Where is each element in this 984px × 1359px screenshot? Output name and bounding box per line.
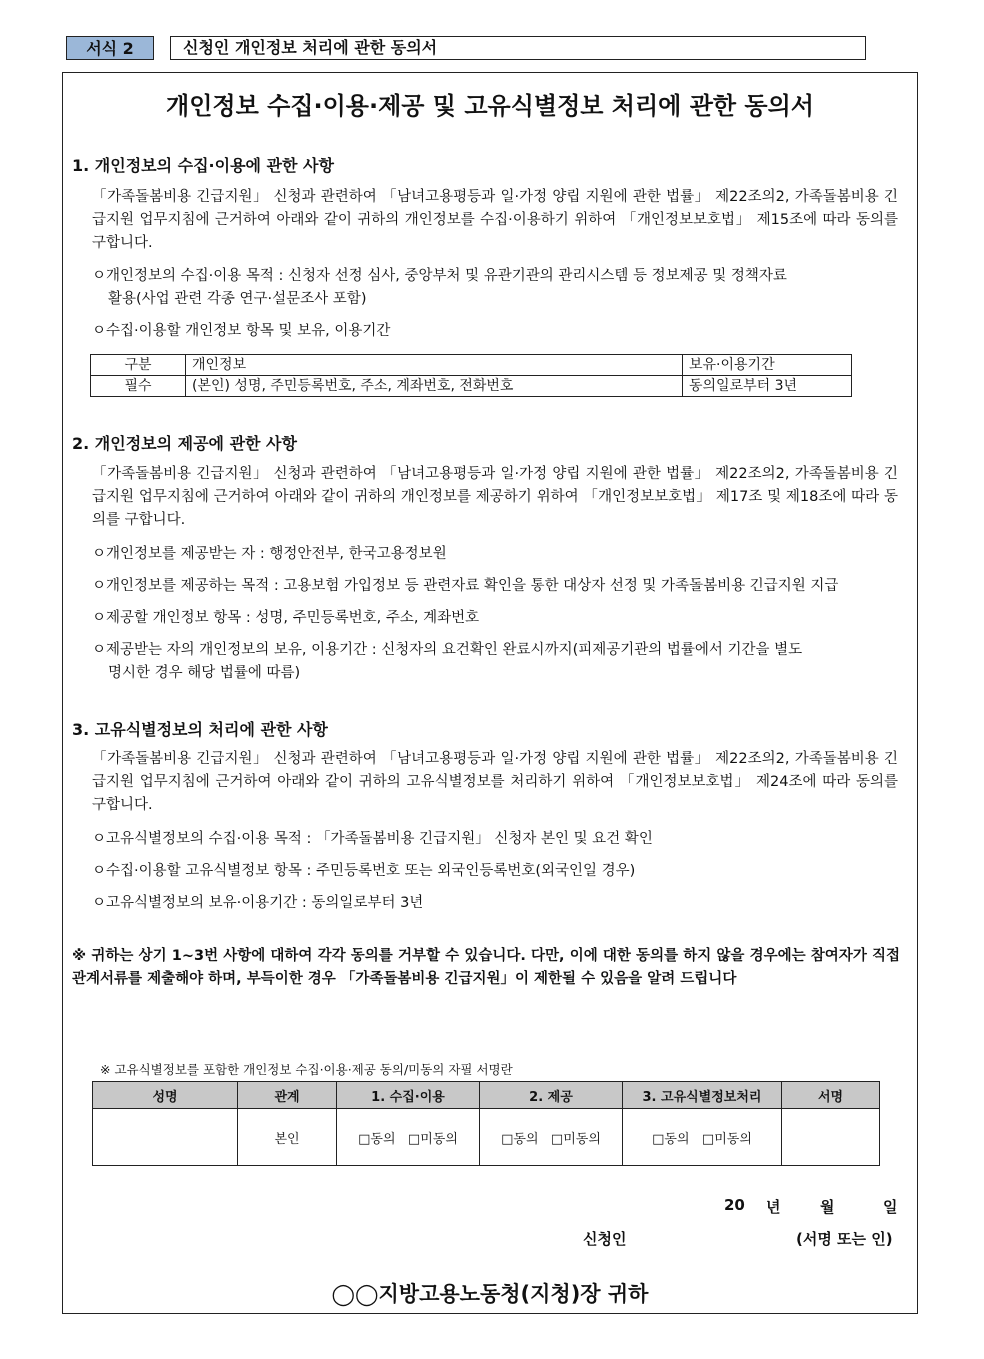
day-unit: 일: [883, 1198, 898, 1216]
consent-provision-cell: [480, 1109, 623, 1166]
section1-bullet-purpose-line1: ㅇ개인정보의 수집·이용 목적 : 신청자 선정 심사, 중앙부처 및 유관기관의 관리시스템 등 정보제공 및 정책자료: [92, 268, 787, 284]
signature-header-cell: 3. 고유식별정보처리: [623, 1082, 782, 1109]
section1-heading: 1. 개인정보의 수집·이용에 관한 사항: [72, 156, 334, 175]
signature-input-cell[interactable]: [782, 1109, 880, 1166]
consent-unique-id-cell: [623, 1109, 782, 1166]
refusal-notice: ※ 귀하는 상기 1~3번 사항에 대하여 각각 동의를 거부할 수 있습니다. 다만, 이에 대한 동의를 하지 않을 경우에는 참여자가 직접 관계서류를 제출해야 하며, 부득이한 경우 「가족돌봄비용 긴급지원」이 제한될 수 있음을 알려 드립니다: [72, 948, 900, 987]
section2-intro: 「가족돌봄비용 긴급지원」 신청과 관련하여 「남녀고용평등과 일·가정 양립 지원에 관한 법률」 제22조의2, 가족돌봄비용 긴급지원 업무지침에 근거하여 아래와 같이 귀하의 개인정보를 제공하기 위하여 「개인정보보호법」 제17조 및 제18조에 따라 동의를 구합니다.: [92, 466, 898, 528]
signature-header-cell: 성명: [93, 1082, 238, 1109]
section2-bullet-recipient: ㅇ개인정보를 제공받는 자 : 행정안전부, 한국고용정보원: [92, 546, 447, 562]
section3-heading: 3. 고유식별정보의 처리에 관한 사항: [72, 720, 328, 739]
section1-bullet-purpose-line2: 활용(사업 관련 각종 연구·설문조사 포함): [108, 291, 367, 307]
applicant-label: 신청인: [583, 1230, 627, 1248]
table-cell: 동의일로부터 3년: [683, 376, 852, 397]
agree-checkbox[interactable]: □동의: [358, 1131, 396, 1147]
signature-caption: ※ 고유식별정보를 포함한 개인정보 수집·이용·제공 동의/미동의 자필 서명란: [100, 1062, 513, 1077]
agree-checkbox[interactable]: □동의: [501, 1131, 539, 1147]
consent-collection-cell: [337, 1109, 480, 1166]
form-number-badge: 서식 2: [66, 36, 154, 60]
table-header-row: [91, 355, 852, 376]
section2-bullet-period-line2: 명시한 경우 해당 법률에 따름): [108, 665, 301, 681]
section2-heading: 2. 개인정보의 제공에 관한 사항: [72, 434, 297, 453]
section3-bullet-period: ㅇ고유식별정보의 보유·이용기간 : 동의일로부터 3년: [92, 895, 424, 911]
section3-bullet-purpose: ㅇ고유식별정보의 수집·이용 목적 : 「가족돌봄비용 긴급지원」 신청자 본인 및 요건 확인: [92, 831, 653, 847]
section1-bullet-items: ㅇ수집·이용할 개인정보 항목 및 보유, 이용기간: [92, 323, 391, 339]
signature-header-cell: 관계: [238, 1082, 337, 1109]
section2-bullet-period: [92, 639, 898, 685]
signature-header-cell: 서명: [782, 1082, 880, 1109]
sign-or-seal-hint: (서명 또는 인): [796, 1230, 893, 1248]
agree-checkbox[interactable]: □동의: [652, 1131, 690, 1147]
disagree-checkbox[interactable]: □미동의: [407, 1131, 458, 1147]
form-name-box: 신청인 개인정보 처리에 관한 동의서: [170, 36, 866, 60]
addressee: ◯◯지방고용노동청(지청)장 귀하: [331, 1282, 649, 1306]
signature-header-cell: 2. 제공: [480, 1082, 623, 1109]
section3-intro: 「가족돌봄비용 긴급지원」 신청과 관련하여 「남녀고용평등과 일·가정 양립 지원에 관한 법률」 제22조의2, 가족돌봄비용 긴급지원 업무지침에 근거하여 아래와 같이 귀하의 고유식별정보를 처리하기 위하여 「개인정보보호법」 제24조에 따라 동의를 구합니다.: [92, 751, 898, 813]
personal-info-table: [90, 354, 852, 397]
section3-bullet-items: ㅇ수집·이용할 고유식별정보 항목 : 주민등록번호 또는 외국인등록번호(외국인일 경우): [92, 863, 636, 879]
section2-bullet-items: ㅇ제공할 개인정보 항목 : 성명, 주민등록번호, 주소, 계좌번호: [92, 610, 480, 626]
name-input-cell[interactable]: [93, 1109, 238, 1166]
disagree-checkbox[interactable]: □미동의: [550, 1131, 601, 1147]
section2-bullet-period-line1: ㅇ제공받는 자의 개인정보의 보유, 이용기간 : 신청자의 요건확인 완료시까지(피제공기관의 법률에서 기간을 별도: [92, 642, 803, 658]
section2-bullet-purpose: ㅇ개인정보를 제공하는 목적 : 고용보험 가입정보 등 관련자료 확인을 통한 대상자 선정 및 가족돌봄비용 긴급지원 지급: [92, 578, 839, 594]
month-unit: 월: [820, 1198, 835, 1216]
relation-cell: 본인: [238, 1109, 337, 1166]
signature-row: [93, 1109, 880, 1166]
year-unit: 년: [766, 1198, 781, 1216]
table-row: [91, 376, 852, 397]
table-cell: (본인) 성명, 주민등록번호, 주소, 계좌번호, 전화번호: [186, 376, 683, 397]
table-header-cell: 구분: [91, 355, 186, 376]
signature-header-cell: 1. 수집·이용: [337, 1082, 480, 1109]
section1-intro: 「가족돌봄비용 긴급지원」 신청과 관련하여 「남녀고용평등과 일·가정 양립 지원에 관한 법률」 제22조의2, 가족돌봄비용 긴급지원 업무지침에 근거하여 아래와 같이 귀하의 개인정보를 수집·이용하기 위하여 「개인정보보호법」 제15조에 따라 동의를 구합니다.: [92, 189, 898, 251]
table-header-cell: 보유·이용기간: [683, 355, 852, 376]
year-prefix: 20: [724, 1196, 745, 1214]
table-cell: 필수: [91, 376, 186, 397]
signature-header-row: [93, 1082, 880, 1109]
section1-bullet-purpose: [92, 265, 898, 311]
document-title: 개인정보 수집·이용·제공 및 고유식별정보 처리에 관한 동의서: [166, 92, 814, 120]
table-header-cell: 개인정보: [186, 355, 683, 376]
disagree-checkbox[interactable]: □미동의: [701, 1131, 752, 1147]
signature-table: [92, 1081, 880, 1166]
